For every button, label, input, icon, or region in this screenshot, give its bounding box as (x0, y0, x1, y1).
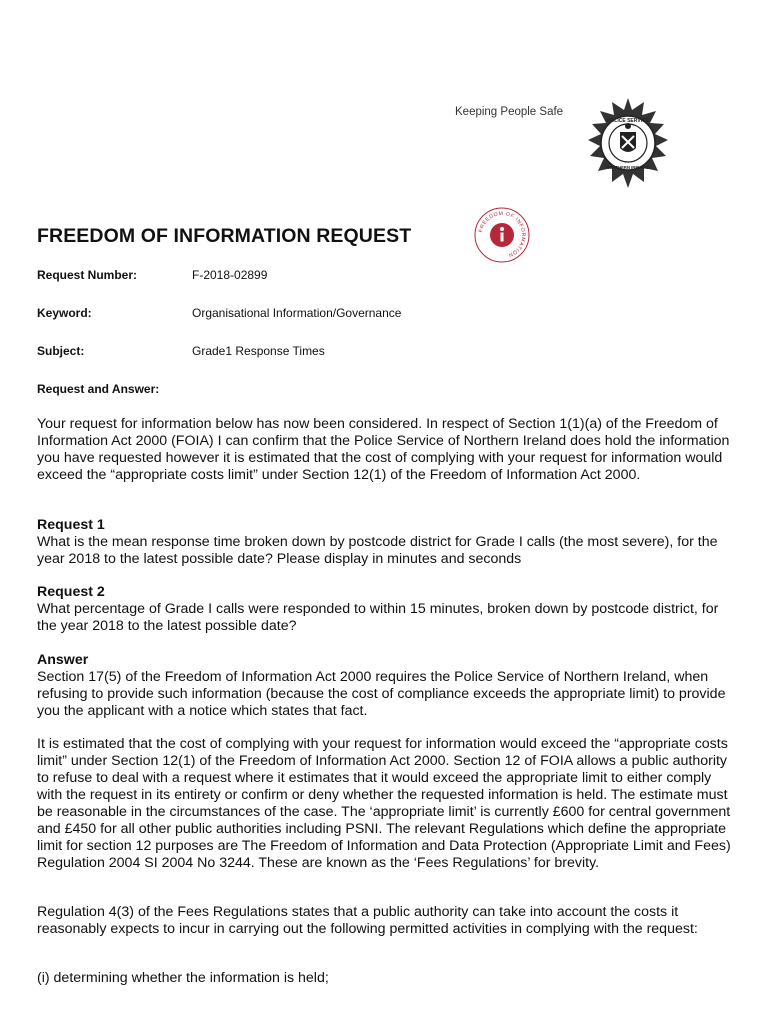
intro-text: Your request for information below has now been considered. In respect of Section 1(1)(a) of the Freedom of Information Act 2000 (FOIA) I can confirm that the Police Service of Northern Ireland does hold the information you have requested however it is estimated that the cost of complying with your request for information would exceed the “appropriate costs limit” under Section 12(1) of the Freedom of Information Act 2000. (37, 416, 730, 483)
request-1-text: What is the mean response time broken down by postcode district for Grade I calls (the most severe), for the year 2018 to the latest possible date? Please display in minutes and seconds (37, 534, 718, 567)
meta-label-subject: Subject: (37, 344, 85, 358)
document-title: FREEDOM OF INFORMATION REQUEST (37, 225, 412, 247)
request-2-heading: Request 2 (37, 584, 105, 600)
answer-paragraph-2: It is estimated that the cost of complying with your request for information would exceed the “appropriate costs limit” under Section 12(1) of the Freedom of Information Act 2000. Section 12 of FOIA allows a public authority to refuse to deal with a request where it estimates that it would exceed the appropriate limit to either comply with the request in its entirety or confirm or deny whether the requested information is held. The estimate must be reasonable in the circumstances of the case. The ‘appropriate limit’ is currently £600 for central government and £450 for all other public authorities including PSNI. The relevant Regulations which define the appropriate limit for section 12 purposes are The Freedom of Information and Data Protection (Appropriate Limit and Fees) Regulation 2004 SI 2004 No 3244. These are known as the ‘Fees Regulations’ for brevity. (37, 736, 731, 871)
answer-paragraph-4: (i) determining whether the information is held; (37, 970, 329, 986)
answer-paragraph-4-block (37, 970, 737, 987)
request-2-text: What percentage of Grade I calls were responded to within 15 minutes, broken down by postcode district, for the year 2018 to the latest possible date? (37, 601, 719, 634)
section-label: Request and Answer: (37, 382, 160, 396)
meta-value-keyword: Organisational Information/Governance (192, 306, 402, 320)
psni-crest-logo (580, 96, 676, 190)
freedom-of-information-logo (474, 207, 530, 263)
meta-label-request-number: Request Number: (37, 268, 138, 282)
answer-paragraph-1: Section 17(5) of the Freedom of Information Act 2000 requires the Police Service of Northern Ireland, when refusing to provide such information (because the cost of compliance exceeds the appropriate limit) to provide you the applicant with a notice which states that fact. (37, 669, 726, 719)
meta-value-subject: Grade1 Response Times (192, 344, 325, 358)
answer-paragraph-2-block (37, 736, 737, 872)
answer-heading: Answer (37, 652, 89, 668)
svg-text:NORTHERN IRELAND: NORTHERN IRELAND (606, 165, 650, 170)
answer-paragraph-3: Regulation 4(3) of the Fees Regulations states that a public authority can take into account the costs it reasonably expects to incur in carrying out the following permitted activities in complying with the request: (37, 904, 698, 937)
meta-value-request-number: F-2018-02899 (192, 268, 268, 282)
tagline: Keeping People Safe (455, 106, 564, 118)
answer-block (37, 652, 737, 720)
meta-label-keyword: Keyword: (37, 306, 92, 320)
intro-paragraph (37, 416, 737, 484)
request-2-block (37, 584, 737, 635)
request-1-block (37, 517, 737, 568)
svg-text:FREEDOM OF INFORMATION: FREEDOM OF INFORMATION (478, 210, 527, 258)
request-1-heading: Request 1 (37, 517, 105, 533)
answer-paragraph-3-block (37, 904, 737, 938)
svg-text:POLICE SERVICE: POLICE SERVICE (607, 118, 649, 124)
